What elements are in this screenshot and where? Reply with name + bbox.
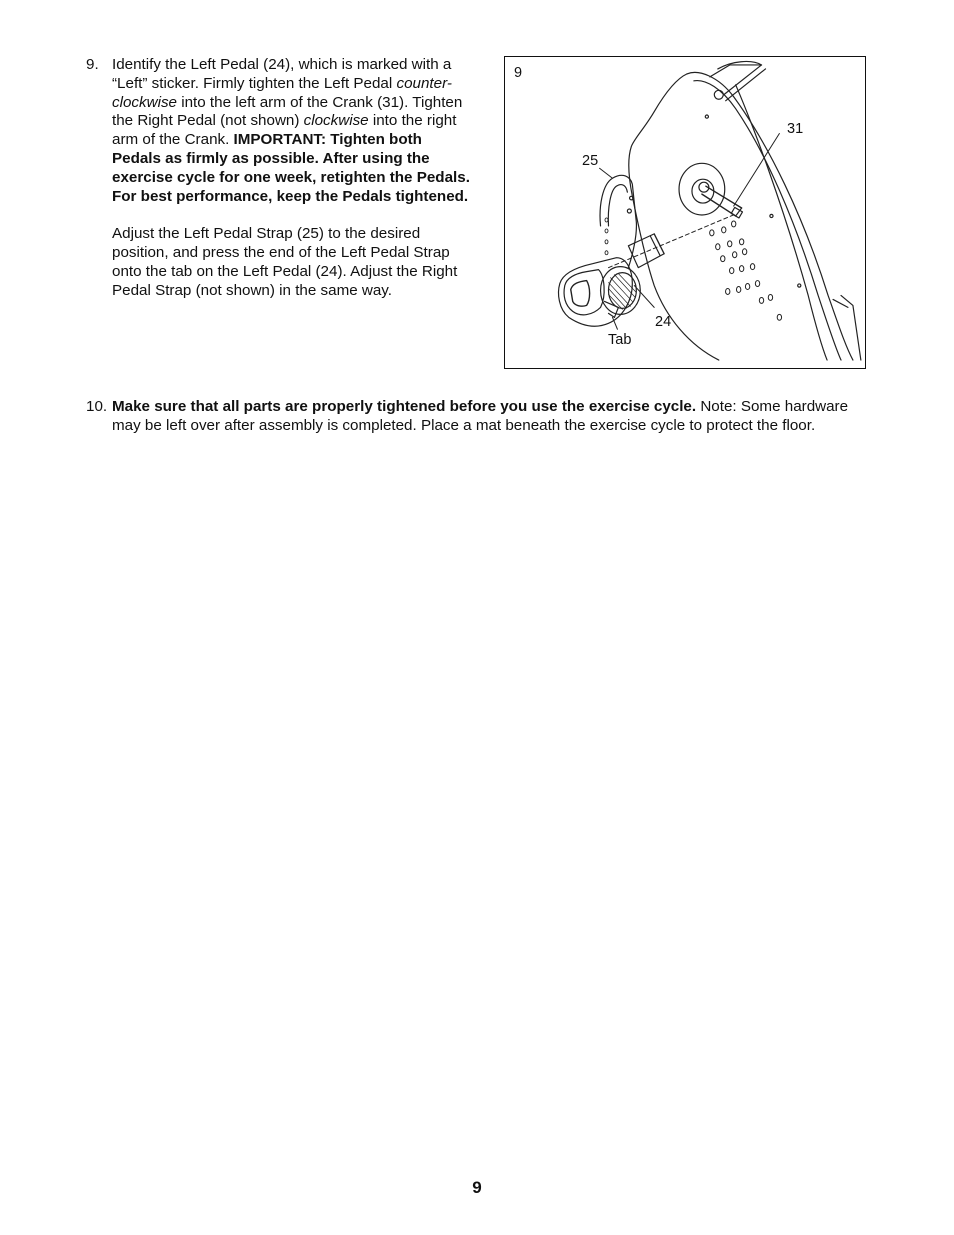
callout-tab: Tab (608, 332, 632, 348)
step-9-paragraph-2: Adjust the Left Pedal Strap (25) to the desired position, and press the end of the Left Pedal Strap onto the tab on the Left Pedal (24). Adjust the Right Pedal Strap (not shown) in the same way. (112, 225, 458, 299)
step-body (112, 56, 474, 300)
callout-24-pedal: 24 (655, 314, 672, 330)
step-9-paragraph-1: Identify the Left Pedal (24), which is marked with a “Left” sticker. Firmly tighten the Left Pedal counter-clockwise into the left arm of the Crank (31). Tighten the Right Pedal (not shown) clockwise into the right arm of the Crank. IMPORTANT: Tighten both Pedals as firmly as possible. After using the exercise cycle for one week, retighten the Pedals. For best performance, keep the Pedals tightened. (112, 56, 470, 205)
figure-9 (504, 56, 866, 369)
step-number: 9. (86, 56, 99, 73)
callout-25-strap: 25 (582, 153, 599, 169)
figure-number: 9 (514, 65, 523, 81)
callout-31-crank: 31 (787, 121, 804, 137)
pedal-assembly-illustration (505, 57, 865, 368)
page-number: 9 (472, 1178, 482, 1197)
step-10-paragraph: Make sure that all parts are properly tightened before you use the exercise cycle. Note: Some hardware may be left over after assembly is completed. Place a mat beneath the exercise cycle to protect the floor. (112, 398, 849, 434)
step-body (112, 398, 872, 436)
step-number: 10. (86, 398, 108, 415)
